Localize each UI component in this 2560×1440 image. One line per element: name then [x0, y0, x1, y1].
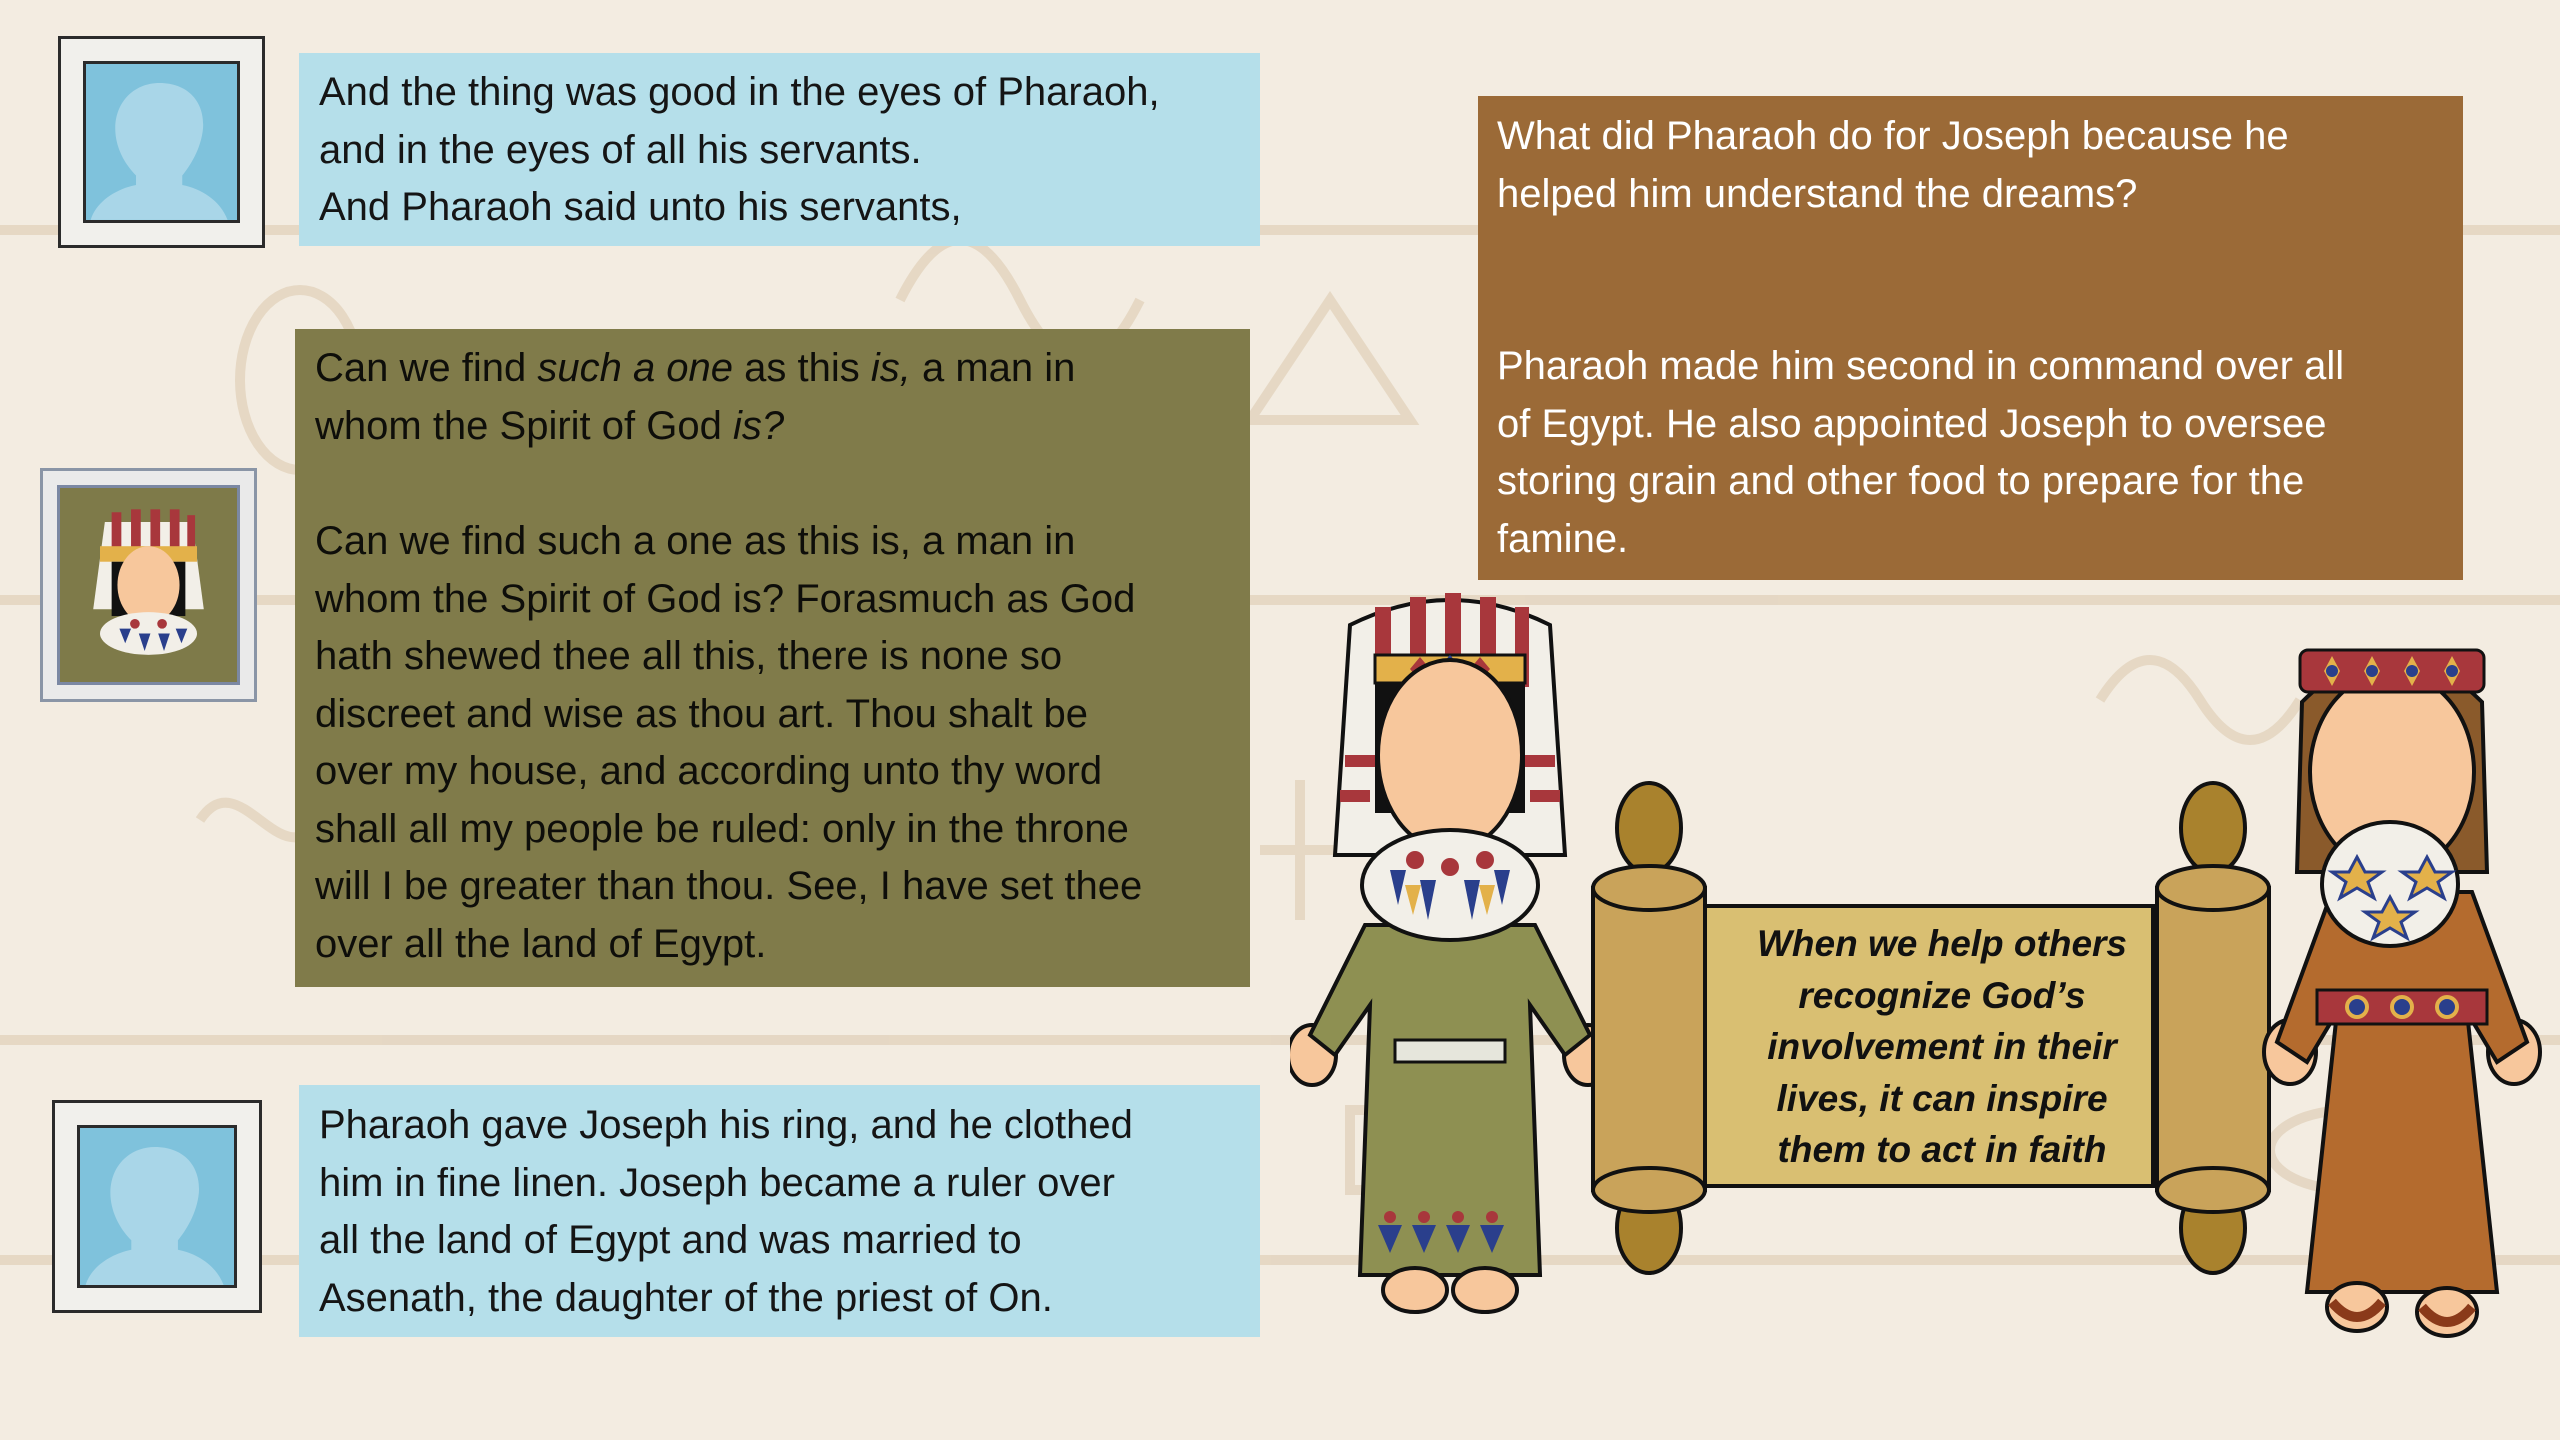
- text-run: a man in: [910, 346, 1076, 390]
- scroll-line: When we help others: [1756, 923, 2128, 964]
- text-line: all the land of Egypt and was married to: [319, 1218, 1022, 1262]
- text-line: And the thing was good in the eyes of Pharaoh,: [319, 70, 1160, 114]
- text-line: shall all my people be ruled: only in the throne: [315, 806, 1129, 851]
- text-line: Can we find such a one as this is, a man in: [315, 519, 1076, 563]
- scripture-box-2: [295, 329, 1250, 987]
- text-line: Asenath, the daughter of the priest of On.: [319, 1275, 1053, 1320]
- pharaoh-figure-icon: [1290, 585, 1610, 1325]
- question-line: helped him understand the dreams?: [1497, 171, 2138, 216]
- silhouette-avatar-icon: [83, 61, 240, 223]
- scroll-line: recognize God’s: [1798, 974, 2086, 1016]
- question-answer-box: [1478, 96, 2463, 580]
- scroll-line: involvement in their: [1767, 1026, 2117, 1067]
- scroll-line: lives, it can inspire: [1776, 1077, 2108, 1119]
- text-line: over all the land of Egypt.: [315, 921, 767, 966]
- text-line: discreet and wise as thou art. Thou shalt be: [315, 691, 1089, 736]
- italic-run: is?: [732, 403, 785, 448]
- italic-run: is,: [870, 346, 911, 390]
- text-line: Pharaoh gave Joseph his ring, and he clothed: [319, 1103, 1133, 1147]
- avatar-frame-2: [40, 468, 257, 702]
- question-line-2: [315, 398, 1230, 456]
- answer-line: storing grain and other food to prepare for the: [1497, 459, 2305, 503]
- answer-line: Pharaoh made him second in command over all: [1497, 344, 2345, 388]
- text-line: him in fine linen. Joseph became a ruler over: [319, 1160, 1115, 1205]
- silhouette-avatar-icon: [77, 1125, 237, 1288]
- scroll-line: them to act in faith: [1777, 1129, 2107, 1170]
- text-run: as this: [733, 346, 871, 390]
- text-line: And Pharaoh said unto his servants,: [319, 185, 962, 229]
- text-line: whom the Spirit of God is? Forasmuch as God: [315, 576, 1136, 621]
- scripture-box-1: [299, 53, 1260, 246]
- avatar-frame-1: [58, 36, 265, 248]
- answer-line: of Egypt. He also appointed Joseph to oversee: [1497, 401, 2327, 446]
- question-line: What did Pharaoh do for Joseph because he: [1497, 114, 2289, 158]
- answer-line: famine.: [1497, 516, 1629, 561]
- question-line-1: [315, 340, 1230, 398]
- text-line: and in the eyes of all his servants.: [319, 127, 922, 172]
- text-run: whom the Spirit of God: [315, 403, 733, 448]
- pharaoh-avatar-icon: [57, 485, 240, 685]
- text-line: will I be greater than thou. See, I have set thee: [315, 864, 1143, 908]
- text-line: hath shewed thee all this, there is none so: [315, 634, 1063, 678]
- woman-figure-icon: [2262, 622, 2542, 1342]
- italic-run: such a one: [537, 346, 734, 390]
- scroll-message: [1712, 918, 2172, 1188]
- avatar-frame-3: [52, 1100, 262, 1313]
- text-run: Can we find: [315, 346, 538, 390]
- text-line: over my house, and according unto thy word: [315, 749, 1103, 793]
- scripture-box-3: [299, 1085, 1260, 1337]
